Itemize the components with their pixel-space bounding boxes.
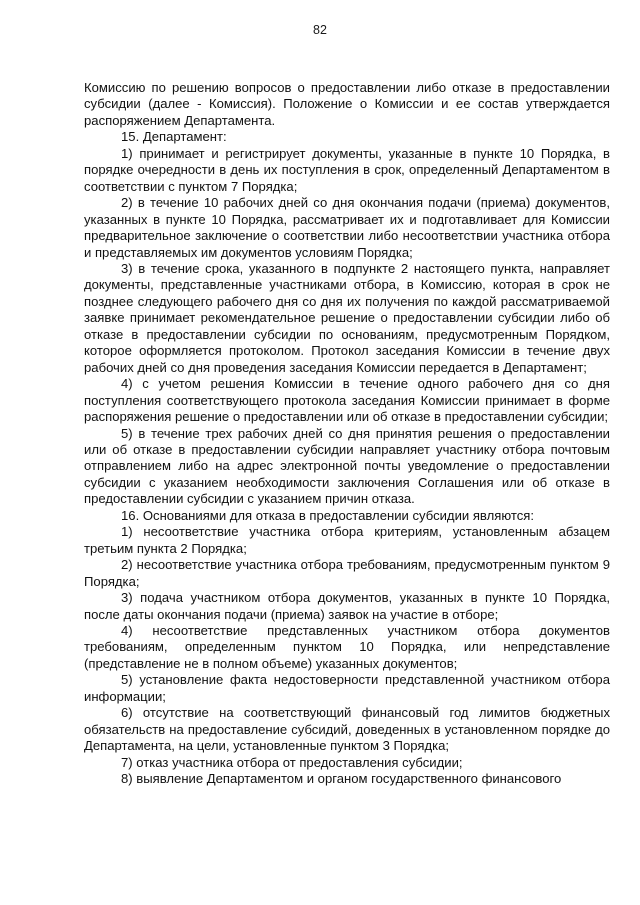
paragraph-16-item-8: 8) выявление Департаментом и органом государственного финансового	[121, 771, 562, 787]
paragraph-16-heading: 16. Основаниями для отказа в предоставлении субсидии являются:	[121, 507, 534, 523]
paragraph-16-item-6: 6) отсутствие на соответствующий финансовый год лимитов бюджетных обязательств на предоставление субсидий, доведенных в установленном порядке до Департамента, на цели, установленные пунктом 3 Порядка;	[84, 705, 610, 754]
paragraph-16-item-1: 1) несоответствие участника отбора критериям, установленным абзацем третьим пункта 2 Порядка;	[84, 524, 610, 556]
document-body	[84, 80, 610, 787]
paragraph-16-item-3: 3) подача участником отбора документов, указанных в пункте 10 Порядка, после даты окончания подачи (приема) заявок на участие в отборе;	[84, 590, 610, 622]
paragraph-16-item-5: 5) установление факта недостоверности представленной участником отбора информации;	[84, 672, 610, 704]
paragraph-15-item-3: 3) в течение срока, указанного в подпункте 2 настоящего пункта, направляет документы, представленные участниками отбора, в Комиссию, которая в срок не позднее следующего рабочего дня со дня их получения по каждой рассматриваемой заявке принимает рекомендательное решение о предоставлении субсидии либо об отказе в предоставлении субсидии по основаниям, предусмотренным Порядком, которое оформляется протоколом. Протокол заседания Комиссии в течение двух рабочих дней со дня проведения заседания Комиссии передается в Департамент;	[84, 260, 610, 375]
paragraph-15-item-5: 5) в течение трех рабочих дней со дня принятия решения о предоставлении или об отказе в предоставлении субсидии направляет участнику отбора почтовым отправлением либо на адрес электронной почты уведомление о предоставлении субсидии с указанием необходимости заключения Соглашения или об отказе в предоставлении субсидии с указанием причин отказа.	[84, 425, 610, 507]
paragraph-commission-continuation: Комиссию по решению вопросов о предоставлении либо отказе в предоставлении субсидии (далее - Комиссия). Положение о Комиссии и ее состав утверждается распоряжением Департамента.	[84, 80, 610, 128]
paragraph-16-item-7: 7) отказ участника отбора от предоставления субсидии;	[121, 754, 463, 770]
page-number: 82	[313, 23, 327, 37]
paragraph-15-heading: 15. Департамент:	[121, 129, 227, 145]
paragraph-15-item-1: 1) принимает и регистрирует документы, указанные в пункте 10 Порядка, в порядке очередности в день их поступления в срок, определенный Департаментом в соответствии с пунктом 7 Порядка;	[84, 145, 610, 194]
paragraph-16-item-4: 4) несоответствие представленных участником отбора документов требованиям, определенным пунктом 10 Порядка, или непредставление (представление не в полном объеме) указанных документов;	[84, 622, 610, 671]
paragraph-15-item-2: 2) в течение 10 рабочих дней со дня окончания подачи (приема) документов, указанных в пункте 10 Порядка, рассматривает их и подготавливает для Комиссии предварительное заключение о соответствии либо несоответствии участника отбора и представляемых им документов условиям Порядка;	[84, 195, 610, 260]
paragraph-15-item-4: 4) с учетом решения Комиссии в течение одного рабочего дня со дня поступления соответствующего протокола заседания Комиссии принимает в форме распоряжения решение о предоставлении или об отказе в предоставлении субсидии;	[84, 376, 610, 425]
paragraph-16-item-2: 2) несоответствие участника отбора требованиям, предусмотренным пунктом 9 Порядка;	[84, 557, 610, 589]
